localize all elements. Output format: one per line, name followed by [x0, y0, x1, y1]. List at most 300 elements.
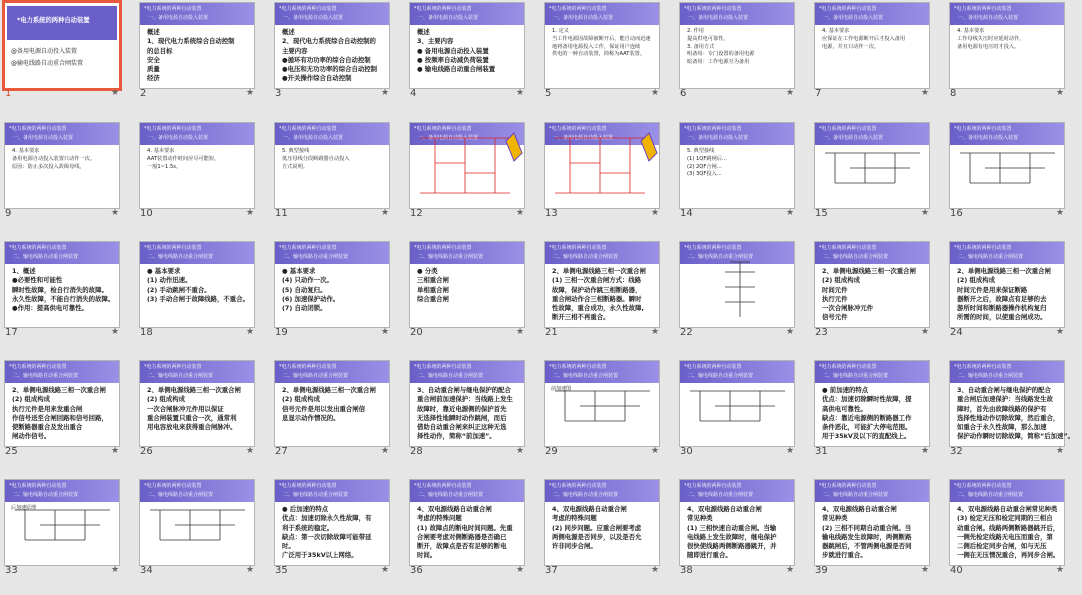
- slide-thumbnail[interactable]: [139, 122, 255, 209]
- slide-body-line: 时间。: [417, 551, 437, 560]
- slide-body-line: 低压母线分段断路器自动投入: [282, 155, 350, 162]
- slide-header-title: *电力系统的两种自动装置: [414, 126, 472, 132]
- slide-body-line: 随即进行重合。: [687, 551, 732, 560]
- slide-body-line: 常见种类: [822, 514, 848, 523]
- slide-header-title: *电力系统的两种自动装置: [144, 245, 202, 251]
- slide-cell: [137, 477, 272, 595]
- slide-body-line: 4、双电源线路自动重合闸: [417, 505, 492, 513]
- slide-header-subtitle: 一、备用电源自动投入装置: [958, 135, 1019, 141]
- slide-number: 7: [815, 88, 822, 99]
- slide-thumbnail[interactable]: [679, 241, 795, 328]
- slide-body-line: (3) 手动合闸于故障线路，不重合。: [147, 294, 249, 303]
- slide-thumbnail[interactable]: [4, 241, 120, 328]
- slide-transition-icon[interactable]: ★: [921, 446, 930, 456]
- slide-header-title: *电力系统的两种自动装置: [414, 6, 472, 12]
- slide-header-title: *电力系统的两种自动装置: [9, 364, 67, 370]
- slide-thumbnail[interactable]: [679, 122, 795, 209]
- circuit-diagram: [545, 123, 661, 210]
- slide-number: 22: [680, 327, 693, 338]
- slide-body: [822, 267, 926, 323]
- slide-thumbnail[interactable]: [679, 360, 795, 447]
- slide-header-subtitle: 一、备用电源自动投入装置: [553, 135, 614, 141]
- slide-header-subtitle: 二、输电线路自动重合闸装置: [823, 254, 889, 260]
- slide-cell: [947, 358, 1082, 476]
- slide-number: 1: [5, 88, 12, 99]
- slide-header: [140, 242, 254, 264]
- slide-header-subtitle: 二、输电线路自动重合闸装置: [688, 254, 754, 260]
- diagram-caption: 后加速原理: [11, 505, 37, 511]
- slide-thumbnail[interactable]: [274, 241, 390, 328]
- slide-header-title: *电力系统的两种自动装置: [684, 245, 742, 251]
- slide-thumbnail[interactable]: [4, 122, 120, 209]
- slide-body-line: 4. 基本要求: [147, 148, 175, 154]
- slide-header-subtitle: 一、备用电源自动投入装置: [148, 135, 209, 141]
- slide-body-line: 方式说明。: [282, 163, 308, 170]
- slide-body-line: 电源，并且只动作一次。: [822, 43, 880, 50]
- slide-header: [140, 361, 254, 383]
- slide-cell: [947, 120, 1082, 238]
- slide-header-title: *电力系统的两种自动装置: [9, 245, 67, 251]
- slide-header-title: *电力系统的两种自动装置: [144, 483, 202, 489]
- slide-transition-icon[interactable]: ★: [246, 88, 255, 98]
- slide-body-line: 2. 作用: [687, 28, 704, 34]
- slide-body: [147, 386, 251, 432]
- slide-transition-icon[interactable]: ★: [1056, 88, 1065, 98]
- slide-number: 16: [950, 208, 963, 219]
- slide-thumbnail[interactable]: [139, 241, 255, 328]
- slide-transition-icon[interactable]: ★: [381, 88, 390, 98]
- slide-cell: [542, 358, 677, 476]
- slide-body-line: 作信号送至合闸回路和信号回路，: [12, 413, 108, 422]
- slide-body-line: 备用电源自动投入装置只动作一次。: [12, 155, 96, 162]
- slide-transition-icon[interactable]: ★: [111, 327, 120, 337]
- slide-body-line: 一侧在无压情况重合，再同步合闸。: [957, 551, 1060, 560]
- circuit-diagram: [680, 361, 796, 448]
- slide-thumbnail[interactable]: [409, 479, 525, 566]
- slide-header-title: *电力系统的两种自动装置: [684, 364, 742, 370]
- slide-thumbnail[interactable]: [814, 479, 930, 566]
- slide-transition-icon[interactable]: ★: [111, 446, 120, 456]
- slide-body-line: (1) 动作迅速。: [147, 276, 192, 285]
- slide-transition-icon[interactable]: ★: [246, 327, 255, 337]
- slide-transition-icon[interactable]: ★: [246, 446, 255, 456]
- slide-body-line: ● 前加速的特点: [822, 386, 869, 394]
- slide-transition-icon[interactable]: ★: [381, 565, 390, 575]
- slide-header-subtitle: 二、输电线路自动重合闸装置: [688, 373, 754, 379]
- slide-header: [545, 3, 659, 25]
- pencil-icon: [641, 133, 657, 161]
- slide-transition-icon[interactable]: ★: [1056, 565, 1065, 575]
- slide-header: [815, 361, 929, 383]
- slide-header-title: *电力系统的两种自动装置: [954, 483, 1012, 489]
- slide-transition-icon[interactable]: ★: [786, 327, 795, 337]
- slide-header-title: *电力系统的两种自动装置: [9, 126, 67, 132]
- slide-body-line: (1) 三相快速自动重合闸。当输: [687, 523, 777, 532]
- slide-thumbnail[interactable]: [409, 2, 525, 89]
- slide-body-line: 障时，首先由故障线路的保护有: [957, 404, 1047, 413]
- slide-cell: [2, 0, 137, 118]
- slide-transition-icon[interactable]: ★: [921, 565, 930, 575]
- slide-transition-icon[interactable]: ★: [381, 327, 390, 337]
- slide-body-line: 动重合闸。线路两侧断路器跳开后，: [957, 523, 1060, 532]
- slide-thumbnail[interactable]: [274, 360, 390, 447]
- slide-number: 23: [815, 327, 828, 338]
- slide-thumbnail[interactable]: [274, 479, 390, 566]
- slide-body-line: 重合闸后加速保护：当线路发生故: [957, 395, 1053, 404]
- slide-thumbnail[interactable]: [2, 0, 122, 91]
- slide-header-title: *电力系统的两种自动装置: [414, 483, 472, 489]
- slide-body-line: 合闸要考虑对侧断路器是否确已: [417, 532, 507, 541]
- slide-body: [687, 505, 791, 561]
- slide-header: [275, 3, 389, 25]
- circuit-diagram: [140, 480, 256, 567]
- slide-cell: [542, 477, 677, 595]
- slide-header-title: *电力系统的两种自动装置: [414, 245, 472, 251]
- slide-transition-icon[interactable]: ★: [786, 446, 795, 456]
- slide-body-line: 所需的时间，以使重合闸成功。: [957, 313, 1047, 322]
- slide-transition-icon[interactable]: ★: [1056, 208, 1065, 218]
- slide-body-line: 闸动作信号。: [12, 432, 51, 441]
- circuit-diagram: [815, 123, 931, 210]
- slide-thumbnail[interactable]: [409, 241, 525, 328]
- slide-header-subtitle: 二、输电线路自动重合闸装置: [958, 254, 1024, 260]
- slide-body-line: 常见种类: [687, 514, 713, 523]
- slide-thumbnail[interactable]: [949, 360, 1075, 447]
- slide-body-line: 应保证在工作电源断开后才投入备用: [822, 35, 906, 42]
- slide-thumbnail[interactable]: [949, 2, 1065, 89]
- slide-thumbnail[interactable]: [949, 479, 1065, 566]
- slide-body-line: 3、主要内容: [417, 37, 454, 46]
- slide-body-line: 4. 基本要求: [12, 148, 40, 154]
- slide-thumbnail[interactable]: [139, 479, 255, 566]
- slide-header-title: *电力系统的两种自动装置: [549, 245, 607, 251]
- slide-transition-icon[interactable]: ★: [381, 446, 390, 456]
- slide-header: [275, 480, 389, 502]
- slide-body-line: (2) 组成构成: [147, 395, 186, 404]
- slide-cell: [812, 477, 947, 595]
- slide-header: [275, 361, 389, 383]
- slide-header-title: *电力系统的两种自动装置: [819, 6, 877, 12]
- slide-transition-icon[interactable]: ★: [516, 565, 525, 575]
- slide-body-line: ●必要性和可能性: [12, 276, 63, 285]
- slide-number: 32: [950, 446, 963, 457]
- slide-body: [12, 148, 116, 171]
- title-slide-item: @备用电源自动投入装置: [11, 48, 78, 55]
- slide-transition-icon[interactable]: ★: [786, 88, 795, 98]
- slide-body: [12, 267, 116, 313]
- slide-body: [552, 28, 656, 59]
- slide-header-title: *电力系统的两种自动装置: [684, 483, 742, 489]
- slide-transition-icon[interactable]: ★: [651, 446, 660, 456]
- slide-cell: [677, 120, 812, 238]
- slide-body-line: 5. 典型接线: [282, 148, 310, 154]
- slide-transition-icon[interactable]: ★: [786, 208, 795, 218]
- slide-header: [815, 242, 929, 264]
- slide-header-subtitle: 二、输电线路自动重合闸装置: [958, 492, 1024, 498]
- slide-cell: [272, 120, 407, 238]
- slide-body: [687, 28, 791, 67]
- slide-header-title: *电力系统的两种自动装置: [549, 483, 607, 489]
- slide-thumbnail[interactable]: [814, 241, 930, 328]
- slide-thumbnail[interactable]: [679, 479, 795, 566]
- slide-thumbnail[interactable]: [4, 479, 120, 566]
- slide-number: 25: [5, 446, 18, 457]
- slide-thumbnail[interactable]: [139, 360, 255, 447]
- slide-header: [545, 242, 659, 264]
- slide-body-line: 4. 基本要求: [822, 28, 850, 34]
- slide-transition-icon[interactable]: ★: [516, 88, 525, 98]
- slide-body-line: 断开三相不再重合。: [552, 313, 610, 322]
- slide-transition-icon[interactable]: ★: [921, 88, 930, 98]
- slide-body-line: (3) 检定无压和检定同期的三相自: [957, 514, 1053, 523]
- slide-thumbnail[interactable]: [949, 122, 1065, 209]
- slide-cell: [272, 239, 407, 357]
- slide-body-line: 执行元件: [822, 294, 848, 303]
- slide-header-subtitle: 二、输电线路自动重合闸装置: [13, 492, 79, 498]
- slide-cell: [407, 0, 542, 118]
- slide-header-title: *电力系统的两种自动装置: [279, 6, 337, 12]
- slide-body-line: ●电压和无功功率的综合自动控制: [282, 65, 378, 74]
- slide-body-line: 2、现代电力系统综合自动控制的: [282, 37, 376, 46]
- slide-header-subtitle: 一、备用电源自动投入装置: [553, 15, 614, 21]
- slide-body-line: 两侧电源是否同步，以及是否允: [552, 532, 642, 541]
- slide-body: [417, 505, 521, 561]
- slide-number: 19: [275, 327, 288, 338]
- slide-transition-icon[interactable]: ★: [111, 208, 120, 218]
- slide-body-line: 备用电源有电压时才投入。: [957, 43, 1020, 50]
- slide-transition-icon[interactable]: ★: [516, 327, 525, 337]
- slide-transition-icon[interactable]: ★: [516, 208, 525, 218]
- slide-body-line: (2) 组成构成: [957, 276, 996, 285]
- slide-header-title: *电力系统的两种自动装置: [549, 364, 607, 370]
- slide-header: [815, 480, 929, 502]
- slide-body: [957, 505, 1061, 561]
- slide-thumbnail[interactable]: [679, 2, 795, 89]
- slide-transition-icon[interactable]: ★: [1056, 327, 1065, 337]
- slide-body-line: 如重合于永久性故障，那么加速: [957, 423, 1047, 432]
- slide-header-title: *电力系统的两种自动装置: [684, 6, 742, 12]
- slide-transition-icon[interactable]: ★: [111, 88, 120, 98]
- slide-header-title: *电力系统的两种自动装置: [684, 126, 742, 132]
- slide-header: [5, 242, 119, 264]
- circuit-diagram: [5, 480, 121, 567]
- slide-body: [147, 28, 251, 84]
- slide-body: [282, 148, 386, 171]
- slide-thumbnail[interactable]: [409, 122, 525, 209]
- slide-cell: [947, 477, 1082, 595]
- slide-thumbnail[interactable]: [814, 360, 930, 447]
- slide-body-line: ●开关操作综合自动控制: [282, 74, 352, 83]
- slide-thumbnail[interactable]: [544, 2, 660, 89]
- slide-thumbnail[interactable]: [274, 2, 390, 89]
- slide-transition-icon[interactable]: ★: [381, 208, 390, 218]
- slide-body-line: 概述: [147, 28, 160, 36]
- slide-thumbnail[interactable]: [544, 479, 660, 566]
- slide-thumbnail[interactable]: [544, 241, 660, 328]
- slide-header-subtitle: 二、输电线路自动重合闸装置: [958, 373, 1024, 379]
- slide-body-line: (6) 加速保护动作。: [282, 294, 340, 303]
- slide-thumbnail[interactable]: [274, 122, 390, 209]
- slide-header-subtitle: 二、输电线路自动重合闸装置: [823, 492, 889, 498]
- slide-body-line: 2、单侧电源线路三相一次重合闸: [552, 267, 646, 275]
- slide-number: 39: [815, 565, 828, 576]
- circuit-diagram: [545, 361, 661, 448]
- slide-header-title: *电力系统的两种自动装置: [279, 126, 337, 132]
- slide-body-line: 2、单侧电源线路三相一次重合闸: [147, 386, 241, 394]
- slide-body-line: 缺点：第一次切除故障可能带延: [282, 532, 372, 541]
- slide-header-title: *电力系统的两种自动装置: [144, 6, 202, 12]
- slide-thumbnail[interactable]: [949, 241, 1065, 328]
- slide-thumbnail[interactable]: [139, 2, 255, 89]
- slide-body-line: 优点：加速切除永久性故障，有: [282, 514, 372, 523]
- slide-number: 4: [410, 88, 417, 99]
- slide-body: [282, 28, 386, 84]
- slide-number: 35: [275, 565, 288, 576]
- slide-header-title: *电力系统的两种自动装置: [819, 126, 877, 132]
- slide-body-line: 二侧后检定同步合闸，如与无压: [957, 542, 1047, 551]
- slide-body-line: ● 基本要求: [282, 267, 316, 275]
- slide-body: [417, 28, 521, 74]
- slide-header-subtitle: 二、输电线路自动重合闸装置: [553, 492, 619, 498]
- slide-body: [282, 386, 386, 423]
- slide-body-line: 信号元件是用以发出重合闸信: [282, 404, 366, 413]
- slide-header-subtitle: 二、输电线路自动重合闸装置: [418, 254, 484, 260]
- slide-body: [552, 505, 656, 551]
- slide-body: [417, 386, 521, 442]
- slide-header-title: *电力系统的两种自动装置: [819, 364, 877, 370]
- slide-cell: [2, 477, 137, 595]
- circuit-diagram: [950, 123, 1066, 210]
- slide-body-line: 重合闸装置只重合一次，通常利: [147, 413, 237, 422]
- slide-header-subtitle: 一、备用电源自动投入装置: [418, 15, 479, 21]
- slide-number: 24: [950, 327, 963, 338]
- slide-header: [545, 480, 659, 502]
- slide-number: 6: [680, 88, 687, 99]
- slide-body-line: 选择性地动作切除故障，然后重合，: [957, 413, 1060, 422]
- slide-body-line: 利于系统的稳定。: [282, 523, 334, 532]
- slide-transition-icon[interactable]: ★: [111, 565, 120, 575]
- slide-body-line: 质量: [147, 65, 160, 74]
- slide-body-line: ● 按频率自动减负荷装置: [417, 55, 489, 64]
- slide-thumbnail[interactable]: [409, 360, 525, 447]
- slide-number: 34: [140, 565, 153, 576]
- slide-transition-icon[interactable]: ★: [921, 327, 930, 337]
- slide-transition-icon[interactable]: ★: [921, 208, 930, 218]
- slide-body-line: 执行元件是用来发重合闸: [12, 404, 83, 413]
- slide-body-line: 综合重合闸: [417, 294, 449, 303]
- slide-header: [275, 242, 389, 264]
- slide-body-line: 2、单侧电源线路三相一次重合闸: [957, 267, 1051, 275]
- slide-number: 15: [815, 208, 828, 219]
- slide-transition-icon[interactable]: ★: [1056, 446, 1065, 456]
- slide-number: 38: [680, 565, 693, 576]
- slide-body: [147, 267, 251, 304]
- slide-body-line: 时间元件: [822, 285, 848, 294]
- slide-body-line: 息显示动作情况的。: [282, 413, 340, 422]
- slide-header-title: *电力系统的两种自动装置: [144, 126, 202, 132]
- slide-number: 21: [545, 327, 558, 338]
- slide-body-line: 一次合闸脉冲元件用以保证: [147, 404, 224, 413]
- slide-body-line: 当工作电源因故障被断开后，能自动而迅速: [552, 35, 651, 42]
- slide-cell: [542, 0, 677, 118]
- slide-header: [140, 123, 254, 145]
- slide-body-line: 一般1~1.5s。: [147, 163, 182, 170]
- slide-cell: [947, 239, 1082, 357]
- slide-body: [147, 148, 251, 171]
- slide-transition-icon[interactable]: ★: [516, 446, 525, 456]
- slide-header-subtitle: 一、备用电源自动投入装置: [958, 15, 1019, 21]
- slide-number: 3: [275, 88, 282, 99]
- slide-body-line: 用电容放电来获得重合闸脉冲。: [147, 423, 237, 432]
- slide-body-line: 电线路上发生故障时，继电保护: [687, 532, 777, 541]
- slide-body-line: 故障时，靠近电源侧的保护首先: [417, 404, 507, 413]
- slide-header-title: *电力系统的两种自动装置: [954, 245, 1012, 251]
- title-slide-item: @输电线路自动重合闸装置: [11, 60, 84, 67]
- slide-transition-icon[interactable]: ★: [246, 565, 255, 575]
- slide-header-subtitle: 二、输电线路自动重合闸装置: [418, 492, 484, 498]
- slide-header-subtitle: 二、输电线路自动重合闸装置: [688, 492, 754, 498]
- slide-header: [410, 242, 524, 264]
- slide-header-title: *电力系统的两种自动装置: [9, 483, 67, 489]
- slide-body: [417, 267, 521, 304]
- slide-thumbnail[interactable]: [814, 122, 930, 209]
- slide-header-subtitle: 二、输电线路自动重合闸装置: [553, 254, 619, 260]
- slide-thumbnail[interactable]: [544, 360, 660, 447]
- slide-body-line: 缺点：靠近电源侧的断路器工作: [822, 413, 912, 422]
- slide-body-line: AAT装置动作时间应尽可能短，: [147, 155, 220, 162]
- slide-cell: [137, 120, 272, 238]
- slide-number: 28: [410, 446, 423, 457]
- slide-thumbnail[interactable]: [544, 122, 660, 209]
- slide-header: [680, 480, 794, 502]
- slide-body-line: 重合闸前加速保护：当线路上发生: [417, 395, 513, 404]
- slide-transition-icon[interactable]: ★: [651, 565, 660, 575]
- slide-number: 36: [410, 565, 423, 576]
- slide-number: 5: [545, 88, 552, 99]
- slide-number: 33: [5, 565, 18, 576]
- slide-body: [282, 505, 386, 561]
- slide-header-title: *电力系统的两种自动装置: [144, 364, 202, 370]
- slide-body-line: 时间元件是用来保证断路: [957, 285, 1028, 294]
- slide-body-line: (2) 2QF合闸...: [687, 163, 722, 170]
- slide-body-line: 一侧先检定线路无电压而重合，第: [957, 532, 1053, 541]
- slide-transition-icon[interactable]: ★: [651, 88, 660, 98]
- slide-cell: [272, 477, 407, 595]
- slide-body-line: 步就进行重合。: [822, 551, 867, 560]
- slide-transition-icon[interactable]: ★: [651, 208, 660, 218]
- title-banner: [7, 6, 117, 40]
- slide-number: 2: [140, 88, 147, 99]
- slide-transition-icon[interactable]: ★: [786, 565, 795, 575]
- slide-body-line: 2、单侧电源线路三相一次重合闸: [12, 386, 106, 394]
- slide-body-line: (2) 组成构成: [12, 395, 51, 404]
- slide-thumbnail[interactable]: [4, 360, 120, 447]
- slide-cell: [812, 0, 947, 118]
- slide-body-line: ●作用：提高供电可靠性。: [12, 304, 88, 313]
- slide-transition-icon[interactable]: ★: [246, 208, 255, 218]
- slide-header-subtitle: 二、输电线路自动重合闸装置: [148, 254, 214, 260]
- slide-body-line: 1. 定义: [552, 28, 569, 34]
- slide-transition-icon[interactable]: ★: [651, 327, 660, 337]
- slide-header-subtitle: 一、备用电源自动投入装置: [688, 135, 749, 141]
- slide-body-line: 无选择性地瞬时动作跳闸，而后: [417, 413, 507, 422]
- slide-body-line: 使断路器重合及发出重合: [12, 423, 83, 432]
- slide-body: [822, 386, 926, 442]
- slide-body-line: 器断开之后，故障点有足够的去: [957, 294, 1047, 303]
- slide-number: 26: [140, 446, 153, 457]
- slide-thumbnail[interactable]: [814, 2, 930, 89]
- slide-cell: [677, 0, 812, 118]
